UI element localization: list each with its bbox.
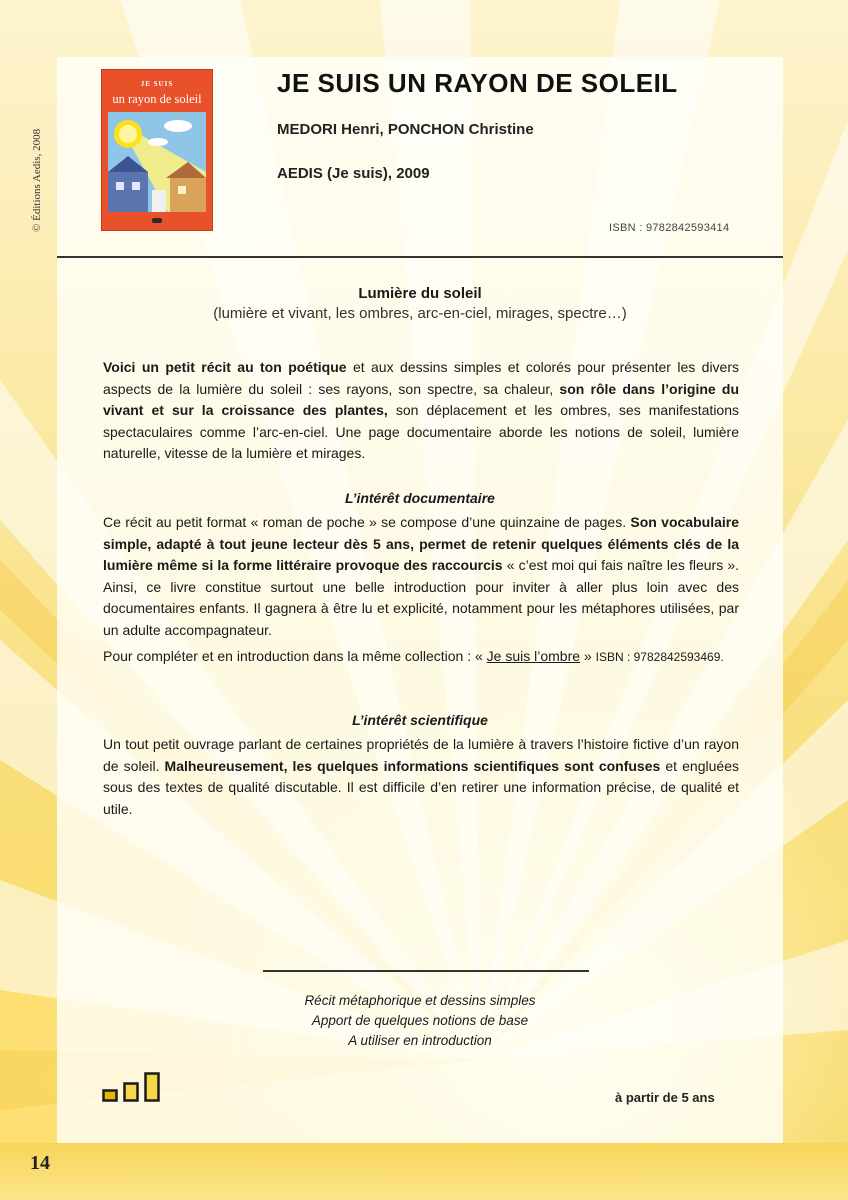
book-title: JE SUIS UN RAYON DE SOLEIL: [277, 68, 678, 98]
cover-copyright: © Éditions Aedis, 2008: [31, 128, 43, 232]
header-divider: [57, 256, 783, 258]
page-number: 14: [30, 1152, 50, 1174]
difficulty-level-icon: [102, 1072, 162, 1102]
doc-text-2: « c’est moi qui fais naître les fleurs ». Ainsi, ce livre constitue surtout une belle introduction pour inviter à aller plus loin avec des documentaires enfants. Il gagnera à être lu et explicité, notamment pour les métaphores utilisées, par un adulte accompagnateur.: [103, 557, 739, 638]
intro-paragraph: [103, 357, 739, 465]
complement-paragraph: [103, 646, 739, 668]
summary-line: A utiliser en introduction: [348, 1033, 492, 1048]
sci-text-1: Un tout petit ouvrage parlant de certaines propriétés de la lumière à travers l’histoire fictive d’un rayon de soleil.: [103, 736, 739, 774]
summary-divider: [263, 970, 589, 972]
sci-bold-1: Malheureusement, les quelques informations scientifiques sont confuses: [164, 757, 661, 774]
cover-publisher-logo: [152, 218, 162, 223]
section-title: Lumière du soleil: [358, 285, 482, 302]
intro-text-1: et aux dessins simples et colorés pour présenter les divers aspects de la lumière du soleil : ses rayons, son spectre, sa chaleur,: [103, 359, 739, 397]
cover-top-label: JE SUIS: [140, 80, 174, 88]
summary-block: [57, 991, 783, 1051]
intro-bold-2: son rôle dans l’origine du vivant et sur la croissance des plantes,: [103, 380, 739, 418]
intro-text-2: son déplacement et les ombres, ses manifestations spectaculaires comme l’arc-en-ciel. Une page documentaire aborde les notions de soleil, lumière naturelle, vitesse de la lumière et mirages.: [103, 402, 739, 461]
cover-illustration: [108, 112, 206, 212]
bottom-band: [0, 1143, 848, 1200]
age-recommendation: à partir de 5 ans: [615, 1090, 715, 1105]
related-book-link[interactable]: Je suis l’ombre: [486, 648, 581, 664]
scientific-heading: L’intérêt scientifique: [352, 712, 488, 728]
level-bar-3: [146, 1074, 159, 1101]
book-isbn: ISBN : 9782842593414: [609, 222, 730, 234]
summary-line: Récit métaphorique et dessins simples: [304, 993, 536, 1008]
complement-suffix: »: [580, 648, 596, 664]
scientific-paragraph: [103, 734, 739, 820]
cover-title: un rayon de soleil: [112, 92, 202, 106]
doc-bold-1: Son vocabulaire simple, adapté à tout jeune lecteur dès 5 ans, permet de retenir quelques éléments clés de la lumière même si la forme littéraire provoque des raccourcis: [103, 514, 739, 573]
level-bar-1: [104, 1091, 117, 1101]
complement-isbn: ISBN : 9782842593469.: [595, 650, 724, 664]
level-bar-2: [125, 1084, 138, 1101]
book-publisher: AEDIS (Je suis), 2009: [277, 165, 430, 182]
documentary-heading: L’intérêt documentaire: [345, 490, 495, 506]
doc-text-1: Ce récit au petit format « roman de poche » se compose d’une quinzaine de pages.: [103, 514, 631, 530]
section-subtitle: (lumière et vivant, les ombres, arc-en-ciel, mirages, spectre…): [213, 305, 627, 322]
complement-prefix: Pour compléter et en introduction dans la même collection : «: [103, 648, 487, 664]
intro-bold-1: Voici un petit récit au ton poétique: [103, 359, 347, 375]
book-authors: MEDORI Henri, PONCHON Christine: [277, 121, 534, 138]
book-cover-image: [102, 70, 212, 230]
sci-text-2: et engluées sous des textes de qualité discutable. Il est difficile d’en retirer une information précise, de qualité et utile.: [103, 757, 739, 817]
summary-line: Apport de quelques notions de base: [311, 1013, 529, 1028]
documentary-paragraph: [103, 512, 739, 641]
